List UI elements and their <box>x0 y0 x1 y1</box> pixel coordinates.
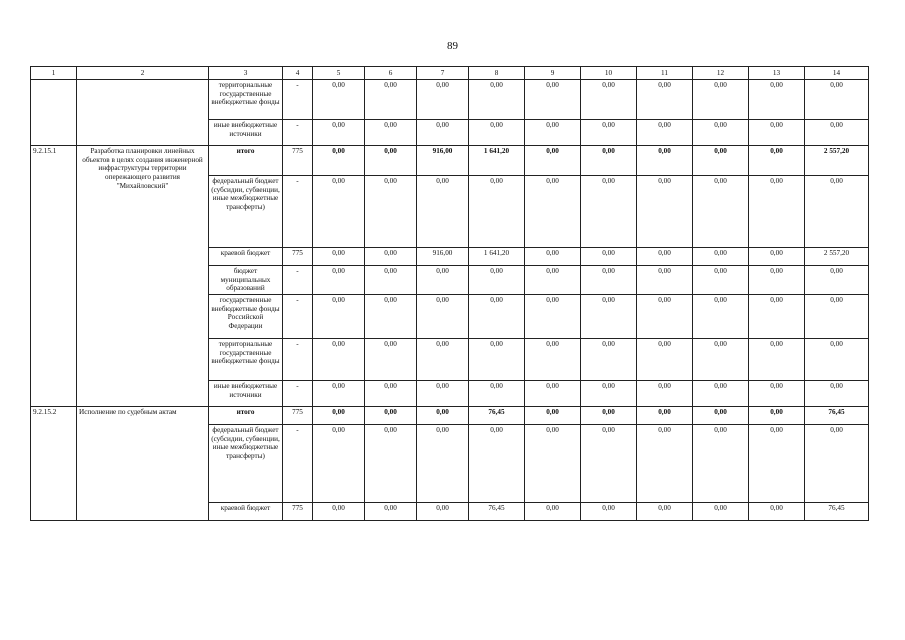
value-cell: 0,00 <box>749 380 805 406</box>
funding-source: краевой бюджет <box>209 248 283 266</box>
value-cell: 0,00 <box>637 80 693 120</box>
value-cell: 76,45 <box>805 406 869 424</box>
value-cell: 0,00 <box>749 146 805 176</box>
item-description-cell: Исполнение по судебным актам <box>77 406 209 520</box>
value-cell: 0,00 <box>693 406 749 424</box>
value-cell: 0,00 <box>525 80 581 120</box>
grbs-code: - <box>283 380 313 406</box>
value-cell: 0,00 <box>469 338 525 380</box>
funding-source: бюджет муниципальных образований <box>209 266 283 295</box>
column-header: 9 <box>525 67 581 80</box>
value-cell: 76,45 <box>469 502 525 520</box>
funding-source: иные внебюджетные источники <box>209 120 283 146</box>
value-cell: 0,00 <box>693 424 749 502</box>
value-cell: 0,00 <box>313 502 365 520</box>
grbs-code: - <box>283 266 313 295</box>
value-cell: 0,00 <box>693 294 749 338</box>
grbs-code: - <box>283 176 313 248</box>
value-cell: 0,00 <box>637 146 693 176</box>
column-header: 12 <box>693 67 749 80</box>
value-cell: 0,00 <box>365 406 417 424</box>
value-cell: 76,45 <box>805 502 869 520</box>
column-header: 10 <box>581 67 637 80</box>
value-cell: 0,00 <box>525 120 581 146</box>
value-cell: 0,00 <box>417 502 469 520</box>
value-cell: 0,00 <box>313 80 365 120</box>
value-cell: 0,00 <box>693 380 749 406</box>
value-cell: 0,00 <box>365 248 417 266</box>
item-code-cell: 9.2.15.2 <box>31 406 77 520</box>
value-cell: 0,00 <box>365 266 417 295</box>
value-cell: 0,00 <box>749 266 805 295</box>
value-cell: 0,00 <box>525 176 581 248</box>
value-cell: 0,00 <box>417 338 469 380</box>
value-cell: 2 557,20 <box>805 248 869 266</box>
value-cell: 0,00 <box>525 146 581 176</box>
value-cell: 0,00 <box>417 380 469 406</box>
column-header: 6 <box>365 67 417 80</box>
budget-table <box>30 66 869 521</box>
grbs-code: - <box>283 338 313 380</box>
value-cell: 0,00 <box>637 266 693 295</box>
grbs-code: 775 <box>283 502 313 520</box>
value-cell: 0,00 <box>637 120 693 146</box>
value-cell: 0,00 <box>581 406 637 424</box>
value-cell: 0,00 <box>581 380 637 406</box>
value-cell: 0,00 <box>581 176 637 248</box>
column-header: 4 <box>283 67 313 80</box>
grbs-code: 775 <box>283 248 313 266</box>
value-cell: 0,00 <box>417 120 469 146</box>
value-cell: 0,00 <box>417 80 469 120</box>
value-cell: 0,00 <box>693 120 749 146</box>
value-cell: 0,00 <box>581 266 637 295</box>
value-cell: 0,00 <box>469 120 525 146</box>
value-cell: 0,00 <box>525 424 581 502</box>
value-cell: 0,00 <box>581 120 637 146</box>
value-cell: 0,00 <box>417 266 469 295</box>
funding-source: краевой бюджет <box>209 502 283 520</box>
funding-source: итого <box>209 406 283 424</box>
column-header: 8 <box>469 67 525 80</box>
value-cell: 0,00 <box>805 80 869 120</box>
column-header: 13 <box>749 67 805 80</box>
value-cell: 0,00 <box>313 380 365 406</box>
value-cell: 2 557,20 <box>805 146 869 176</box>
funding-source: федеральный бюджет (субсидии, субвенции, иные межбюджетные трансферты) <box>209 176 283 248</box>
item-description-cell: Разработка планировки линейных объектов в целях создания инженерной инфраструктуры территории опережающего развития "Михайловский" <box>77 146 209 407</box>
value-cell: 916,00 <box>417 248 469 266</box>
value-cell: 76,45 <box>469 406 525 424</box>
funding-source: государственные внебюджетные фонды Российской Федерации <box>209 294 283 338</box>
value-cell: 0,00 <box>365 176 417 248</box>
value-cell: 1 641,20 <box>469 248 525 266</box>
funding-source: иные внебюджетные источники <box>209 380 283 406</box>
grbs-code: - <box>283 294 313 338</box>
value-cell: 0,00 <box>313 146 365 176</box>
value-cell: 0,00 <box>637 248 693 266</box>
value-cell: 0,00 <box>469 294 525 338</box>
value-cell: 0,00 <box>365 338 417 380</box>
value-cell: 0,00 <box>693 338 749 380</box>
value-cell: 0,00 <box>469 80 525 120</box>
value-cell: 0,00 <box>525 294 581 338</box>
column-header: 7 <box>417 67 469 80</box>
item-code-cell: 9.2.15.1 <box>31 146 77 407</box>
value-cell: 0,00 <box>693 502 749 520</box>
value-cell: 0,00 <box>365 424 417 502</box>
value-cell: 0,00 <box>581 424 637 502</box>
value-cell: 0,00 <box>581 294 637 338</box>
value-cell: 0,00 <box>469 176 525 248</box>
value-cell: 0,00 <box>525 380 581 406</box>
value-cell: 0,00 <box>365 294 417 338</box>
value-cell: 0,00 <box>581 80 637 120</box>
value-cell: 916,00 <box>417 146 469 176</box>
value-cell: 0,00 <box>749 120 805 146</box>
column-header: 5 <box>313 67 365 80</box>
value-cell: 0,00 <box>525 266 581 295</box>
table-row <box>31 146 869 176</box>
value-cell: 0,00 <box>525 406 581 424</box>
value-cell: 0,00 <box>581 146 637 176</box>
value-cell: 0,00 <box>313 424 365 502</box>
value-cell: 0,00 <box>637 380 693 406</box>
value-cell: 0,00 <box>693 248 749 266</box>
value-cell: 0,00 <box>365 80 417 120</box>
value-cell: 0,00 <box>693 80 749 120</box>
value-cell: 0,00 <box>417 176 469 248</box>
value-cell: 0,00 <box>525 248 581 266</box>
value-cell: 0,00 <box>581 338 637 380</box>
column-header: 11 <box>637 67 693 80</box>
value-cell: 0,00 <box>637 176 693 248</box>
value-cell: 0,00 <box>805 338 869 380</box>
value-cell: 0,00 <box>749 502 805 520</box>
value-cell: 0,00 <box>313 248 365 266</box>
value-cell: 0,00 <box>417 424 469 502</box>
item-description-cell <box>77 80 209 146</box>
value-cell: 0,00 <box>693 176 749 248</box>
value-cell: 1 641,20 <box>469 146 525 176</box>
value-cell: 0,00 <box>749 248 805 266</box>
value-cell: 0,00 <box>805 294 869 338</box>
value-cell: 0,00 <box>365 502 417 520</box>
value-cell: 0,00 <box>313 120 365 146</box>
value-cell: 0,00 <box>805 380 869 406</box>
funding-source: территориальные государственные внебюджетные фонды <box>209 80 283 120</box>
value-cell: 0,00 <box>313 294 365 338</box>
value-cell: 0,00 <box>637 294 693 338</box>
funding-source: федеральный бюджет (субсидии, субвенции, иные межбюджетные трансферты) <box>209 424 283 502</box>
value-cell: 0,00 <box>469 424 525 502</box>
value-cell: 0,00 <box>313 338 365 380</box>
value-cell: 0,00 <box>693 266 749 295</box>
value-cell: 0,00 <box>749 294 805 338</box>
value-cell: 0,00 <box>805 266 869 295</box>
value-cell: 0,00 <box>313 176 365 248</box>
value-cell: 0,00 <box>749 80 805 120</box>
value-cell: 0,00 <box>581 248 637 266</box>
value-cell: 0,00 <box>365 120 417 146</box>
value-cell: 0,00 <box>749 338 805 380</box>
table-row <box>31 80 869 120</box>
value-cell: 0,00 <box>525 338 581 380</box>
item-code-cell <box>31 80 77 146</box>
value-cell: 0,00 <box>805 176 869 248</box>
value-cell: 0,00 <box>693 146 749 176</box>
funding-source: итого <box>209 146 283 176</box>
value-cell: 0,00 <box>469 380 525 406</box>
value-cell: 0,00 <box>637 338 693 380</box>
grbs-code: - <box>283 424 313 502</box>
value-cell: 0,00 <box>525 502 581 520</box>
value-cell: 0,00 <box>749 424 805 502</box>
column-header: 1 <box>31 67 77 80</box>
value-cell: 0,00 <box>749 176 805 248</box>
table-row <box>31 406 869 424</box>
funding-source: территориальные государственные внебюджетные фонды <box>209 338 283 380</box>
value-cell: 0,00 <box>417 406 469 424</box>
value-cell: 0,00 <box>417 294 469 338</box>
column-header: 14 <box>805 67 869 80</box>
column-header: 2 <box>77 67 209 80</box>
value-cell: 0,00 <box>365 380 417 406</box>
table-header-row <box>31 67 869 80</box>
value-cell: 0,00 <box>637 502 693 520</box>
value-cell: 0,00 <box>313 266 365 295</box>
grbs-code: 775 <box>283 146 313 176</box>
value-cell: 0,00 <box>581 502 637 520</box>
page-number: 89 <box>447 40 458 52</box>
grbs-code: 775 <box>283 406 313 424</box>
grbs-code: - <box>283 80 313 120</box>
value-cell: 0,00 <box>637 424 693 502</box>
value-cell: 0,00 <box>805 120 869 146</box>
value-cell: 0,00 <box>637 406 693 424</box>
value-cell: 0,00 <box>749 406 805 424</box>
grbs-code: - <box>283 120 313 146</box>
value-cell: 0,00 <box>365 146 417 176</box>
column-header: 3 <box>209 67 283 80</box>
value-cell: 0,00 <box>805 424 869 502</box>
value-cell: 0,00 <box>313 406 365 424</box>
value-cell: 0,00 <box>469 266 525 295</box>
